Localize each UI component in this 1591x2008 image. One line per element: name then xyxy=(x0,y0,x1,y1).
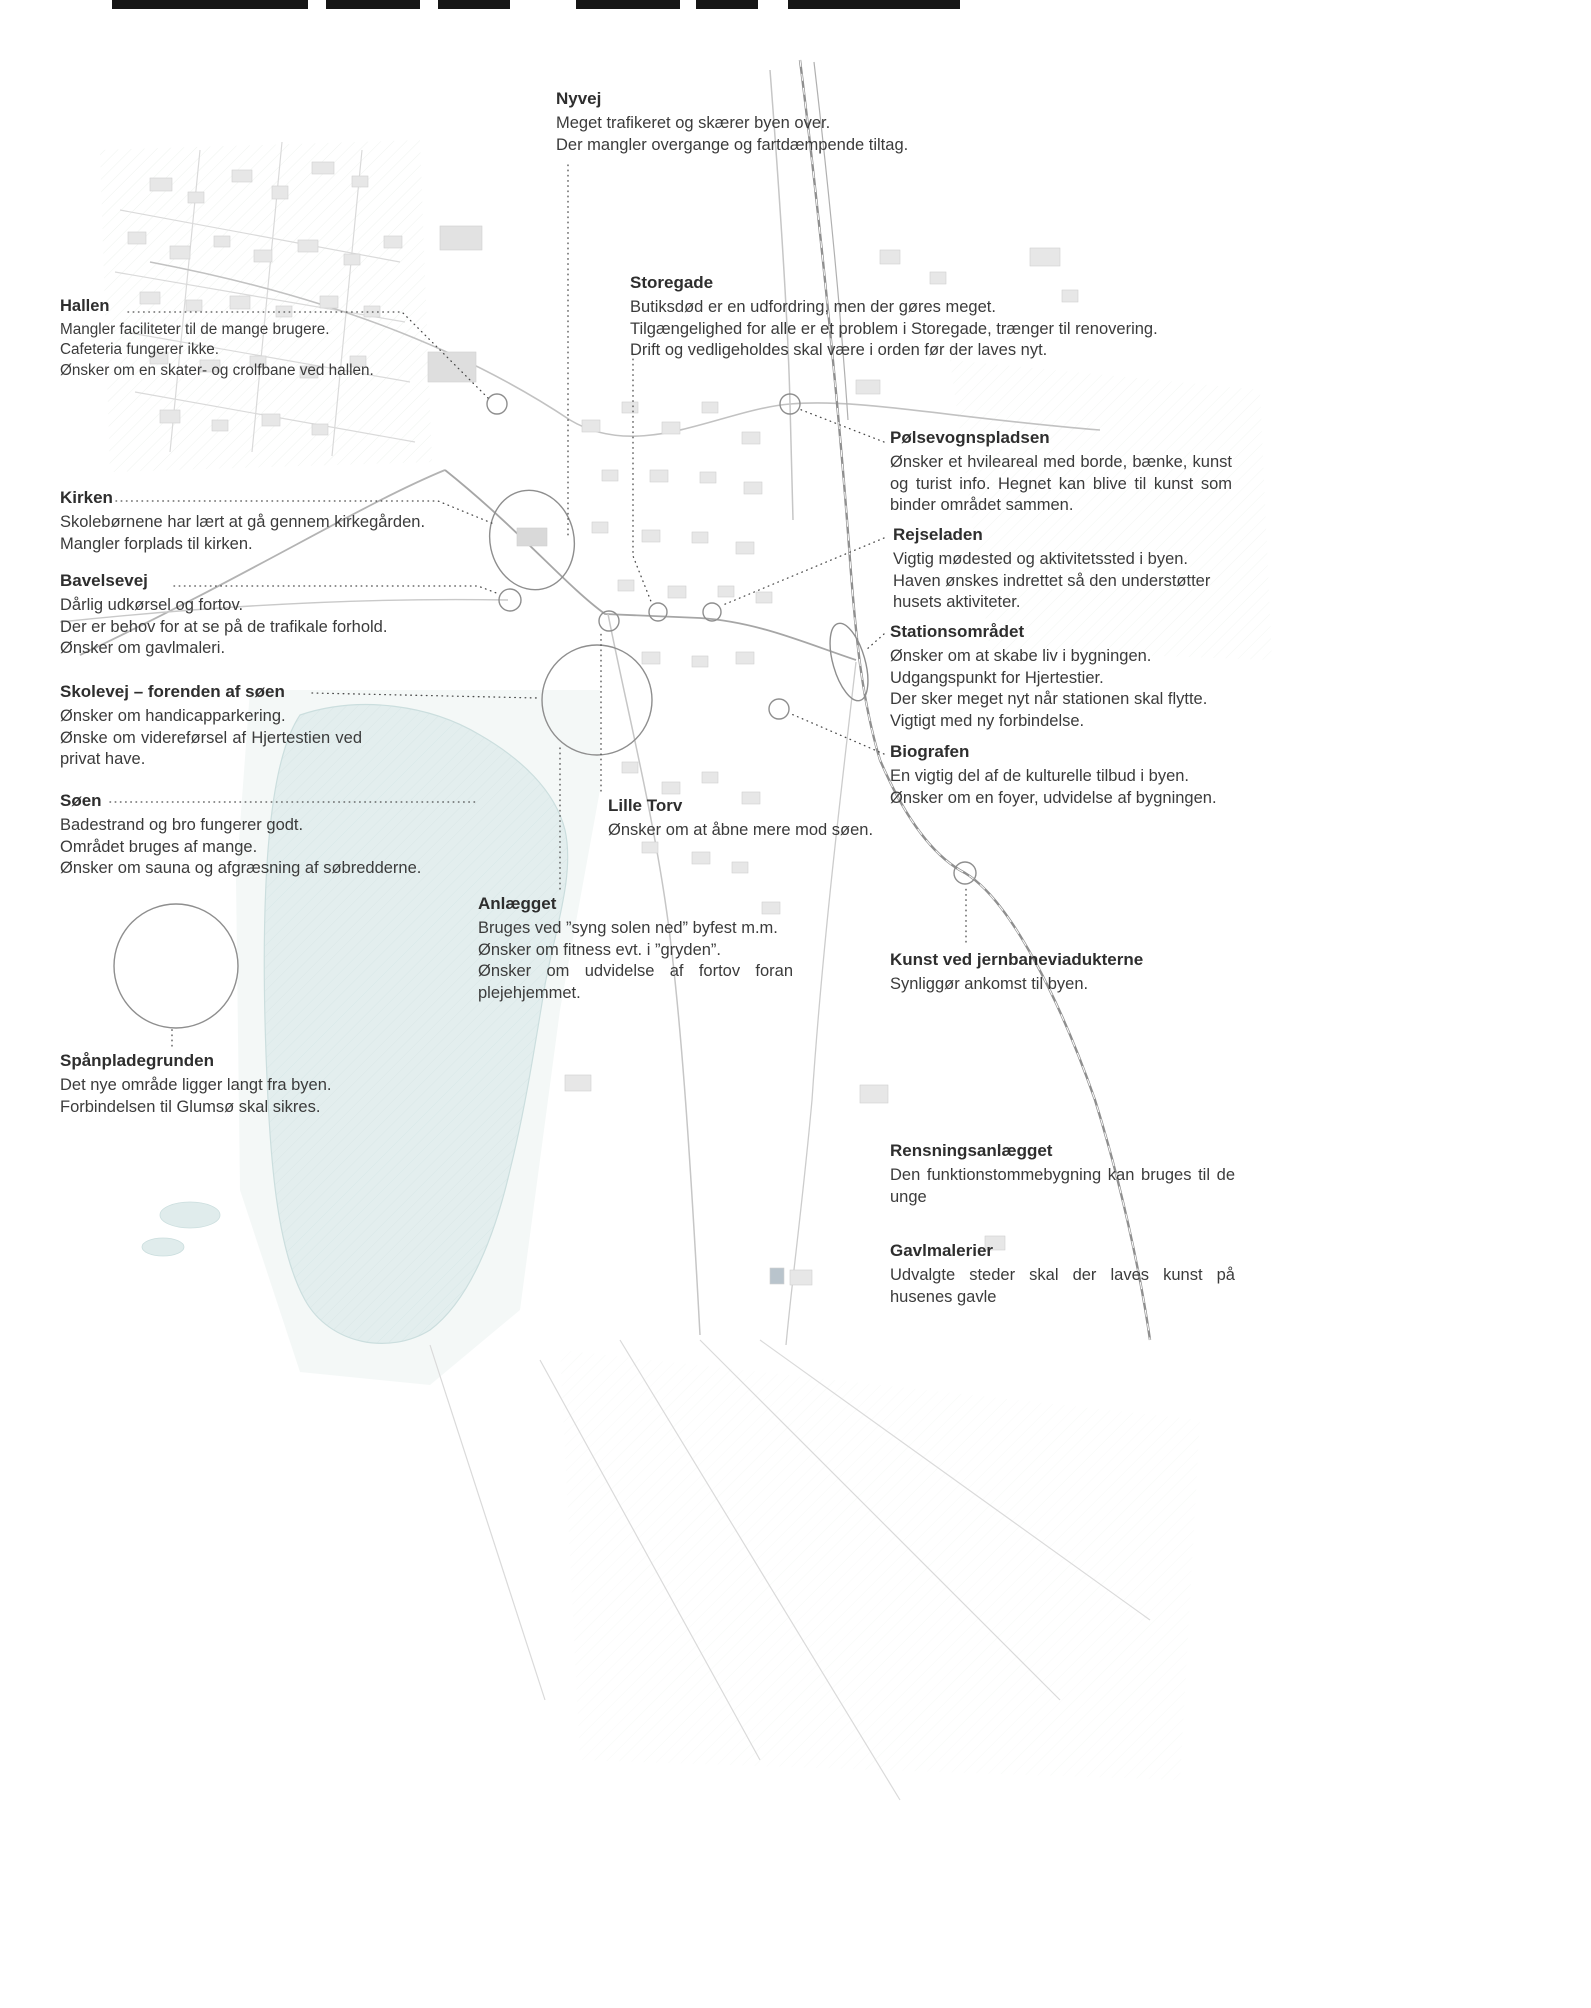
annotation-line: Ønsker om sauna og afgræsning af søbredderne. xyxy=(60,859,422,878)
annotation-line: Området bruges af mange. xyxy=(60,837,258,856)
annotation-title: Hallen xyxy=(60,297,110,315)
annotation-line: Mangler faciliteter til de mange brugere. xyxy=(60,320,330,338)
annotation-line: Vigtigt med ny forbindelse. xyxy=(890,712,1085,731)
annotation-nyvej xyxy=(556,88,941,156)
annotation-line: Tilgængelighed for alle er et problem i Storegade, trænger til renovering. xyxy=(630,319,1158,338)
annotation-title: Stationsområdet xyxy=(890,622,1025,641)
annotation-line: Dårlig udkørsel og fortov. xyxy=(60,595,244,614)
annotation-line: Den funktionstommebygning kan bruges til de unge xyxy=(890,1165,1235,1206)
annotation-line: Ønsker om udvidelse af fortov foran plejehjemmet. xyxy=(478,962,793,1003)
annotation-gavlmalerier xyxy=(890,1240,1235,1308)
annotation-line: Skolebørnene har lært at gå gennem kirkegården. xyxy=(60,512,426,531)
annotation-line: Badestrand og bro fungerer godt. xyxy=(60,815,304,834)
annotation-title: Rensningsanlægget xyxy=(890,1141,1053,1160)
annotation-rensningsanlaegget xyxy=(890,1140,1235,1208)
annotation-line: Meget trafikeret og skærer byen over. xyxy=(556,113,831,132)
annotation-line: Drift og vedligeholdes skal være i orden før der laves nyt. xyxy=(630,341,1048,360)
annotation-line: Vigtig mødested og aktivitetssted i byen. xyxy=(893,549,1189,568)
marker-stationsomraadet xyxy=(823,619,876,705)
annotation-title: Rejseladen xyxy=(893,525,983,544)
annotation-title: Nyvej xyxy=(556,89,602,108)
annotation-rejseladen xyxy=(893,524,1243,614)
annotation-line: Ønsker om handicapparkering. xyxy=(60,706,286,725)
marker-street-spot-1 xyxy=(649,603,667,621)
leader-stationsomraadet xyxy=(866,634,884,650)
annotation-anlaegget xyxy=(478,893,793,1005)
annotation-line: Ønsker om en foyer, udvidelse af bygningen. xyxy=(890,788,1217,807)
annotation-title: Pølsevognspladsen xyxy=(890,428,1050,447)
annotation-line: Udvalgte steder skal der laves kunst på husenes gavle xyxy=(890,1265,1235,1306)
marker-spaanpladegrunden xyxy=(114,904,238,1028)
annotation-title: Kirken xyxy=(60,488,113,507)
annotation-line: Haven ønskes indrettet så den understøtter husets aktiviteter. xyxy=(893,571,1211,612)
annotation-storegade xyxy=(630,272,1215,362)
annotation-biografen xyxy=(890,741,1240,809)
annotation-title: Spånpladegrunden xyxy=(60,1051,214,1070)
annotation-title: Kunst ved jernbaneviadukterne xyxy=(890,950,1144,969)
annotation-kirken xyxy=(60,487,460,555)
annotation-line: Udgangspunkt for Hjertestier. xyxy=(890,668,1104,687)
annotation-polsevognspladsen xyxy=(890,427,1232,517)
annotation-line: Ønsker om gavlmaleri. xyxy=(60,639,226,658)
annotation-line: Der mangler overgange og fartdæmpende tiltag. xyxy=(556,135,909,154)
annotation-line: Det nye område ligger langt fra byen. xyxy=(60,1075,332,1094)
annotation-stationsomraadet xyxy=(890,621,1245,733)
leader-storegade xyxy=(633,354,652,604)
annotation-line: Bruges ved ”syng solen ned” byfest m.m. xyxy=(478,918,778,937)
annotation-lille-torv xyxy=(608,795,888,842)
marker-hallen xyxy=(487,394,507,414)
annotation-skolevej xyxy=(60,681,362,771)
annotation-title: Skolevej – forenden af søen xyxy=(60,682,285,701)
annotation-line: Butiksdød er en udfordring, men der gøres meget. xyxy=(630,297,996,316)
church-building xyxy=(517,528,547,546)
annotation-line: Der er behov for at se på de trafikale forhold. xyxy=(60,617,388,636)
annotation-title: Bavelsevej xyxy=(60,571,148,590)
annotation-spaanpladegrunden xyxy=(60,1050,370,1118)
annotation-title: Biografen xyxy=(890,742,970,761)
annotation-bavelsevej xyxy=(60,570,422,660)
annotation-line: Cafeteria fungerer ikke. xyxy=(60,341,219,359)
annotation-kunst-viadukter xyxy=(890,949,1230,996)
annotation-line: Ønsker om fitness evt. i ”gryden”. xyxy=(478,940,721,959)
annotation-line: Synliggør ankomst til byen. xyxy=(890,974,1089,993)
annotation-line: En vigtig del af de kulturelle tilbud i byen. xyxy=(890,766,1190,785)
annotation-line: Ønske om videreførsel af Hjertestien ved privat have. xyxy=(60,728,362,769)
annotation-line: Ønsker om at åbne mere mod søen. xyxy=(608,820,874,839)
annotation-hallen xyxy=(60,296,390,381)
annotation-title: Storegade xyxy=(630,273,714,292)
annotation-title: Anlægget xyxy=(478,894,557,913)
annotation-soen xyxy=(60,790,460,880)
annotation-line: Forbindelsen til Glumsø skal sikres. xyxy=(60,1097,321,1116)
marker-biografen xyxy=(769,699,789,719)
leader-polsevognspladsen xyxy=(799,409,884,442)
annotation-line: Der sker meget nyt når stationen skal flytte. xyxy=(890,690,1208,709)
annotation-title: Gavlmalerier xyxy=(890,1241,994,1260)
annotation-title: Søen xyxy=(60,791,102,810)
annotation-line: Ønsker om at skabe liv i bygningen. xyxy=(890,646,1152,665)
annotation-line: Ønsker et hvileareal med borde, bænke, kunst og turist info. Hegnet kan blive til kunst som binder området sammen. xyxy=(890,452,1232,515)
annotation-line: Mangler forplads til kirken. xyxy=(60,534,253,553)
annotation-title: Lille Torv xyxy=(608,796,683,815)
annotation-line: Ønsker om en skater- og crolfbane ved hallen. xyxy=(60,361,374,379)
